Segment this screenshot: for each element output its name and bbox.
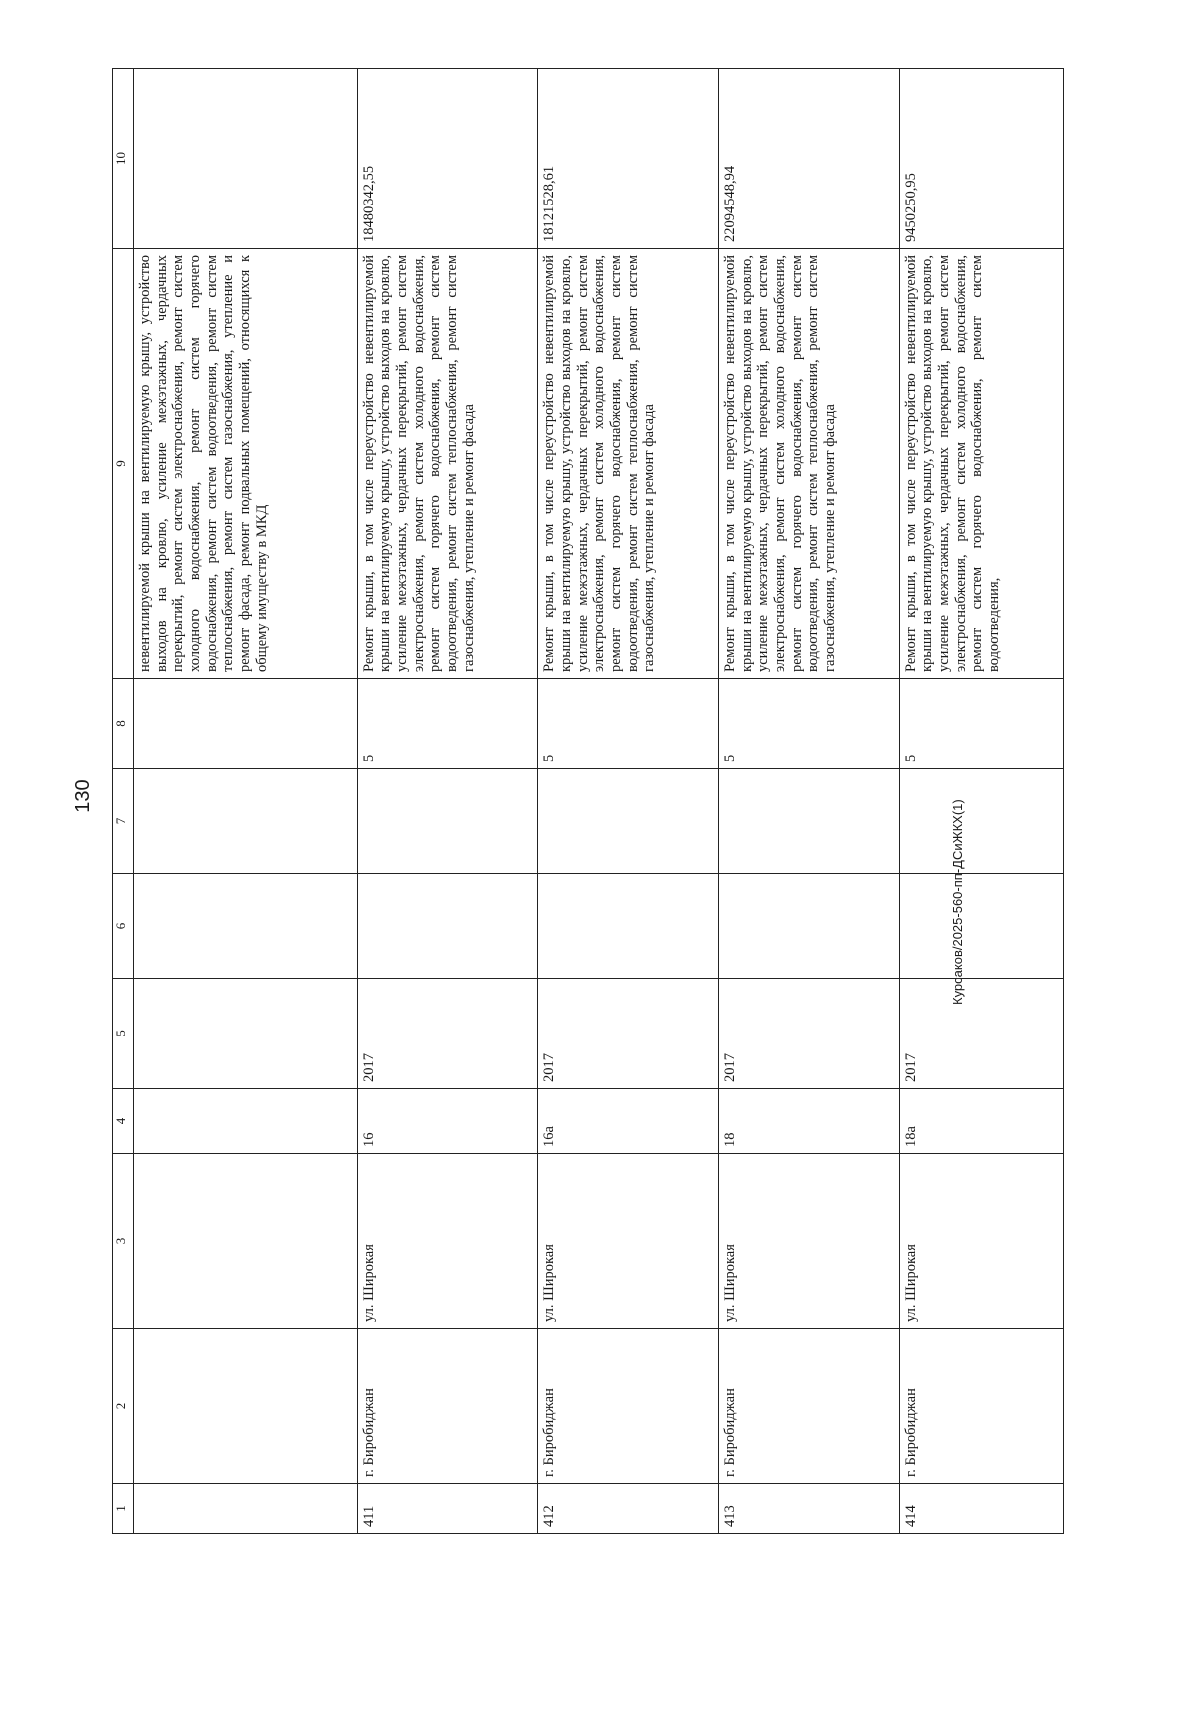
table-row <box>899 69 1063 1534</box>
row-number: 413 <box>719 1484 900 1534</box>
column-header: 7 <box>113 769 134 874</box>
cost-cell: 18121528,61 <box>538 69 719 249</box>
year-cell: 2017 <box>719 979 900 1089</box>
row-number: 412 <box>538 1484 719 1534</box>
work-description: Ремонт крыши, в том числе переустройство невентилируемой крыши на вентилируемую крышу, устройство выходов на кровлю, усиление межэтажных, чердачных перекрытий, ремонт систем электроснабжения, ремонт систем холодного водоснабжения, ремонт систем горячего водоснабжения, ремонт систем водоотведения, ремонт систем теплоснабжения, ремонт систем газоснабжения, утепление и ремонт фасада <box>357 249 538 679</box>
cost-cell: 22094548,94 <box>719 69 900 249</box>
column-header: 3 <box>113 1154 134 1329</box>
column-header: 5 <box>113 979 134 1089</box>
street-cell: ул. Широкая <box>538 1154 719 1329</box>
street-cell: ул. Широкая <box>899 1154 1063 1329</box>
header-row <box>113 69 134 1534</box>
year-cell: 2017 <box>899 979 1063 1089</box>
empty-cell <box>719 769 900 874</box>
house-cell: 18 <box>719 1089 900 1154</box>
street-cell: ул. Широкая <box>357 1154 538 1329</box>
value-cell: 5 <box>719 679 900 769</box>
empty-cell <box>538 769 719 874</box>
table-row-continuation <box>134 69 358 1534</box>
city-cell: г. Биробиджан <box>719 1329 900 1484</box>
house-cell: 18а <box>899 1089 1063 1154</box>
table-row <box>538 69 719 1534</box>
house-cell: 16 <box>357 1089 538 1154</box>
column-header: 2 <box>113 1329 134 1484</box>
empty-cell <box>899 874 1063 979</box>
work-description: Ремонт крыши, в том числе переустройство невентилируемой крыши на вентилируемую крышу, устройство выходов на кровлю, усиление межэтажных, чердачных перекрытий, ремонт систем электроснабжения, ремонт систем холодного водоснабжения, ремонт систем горячего водоснабжения, ремонт систем водоотведения, <box>899 249 1063 679</box>
year-cell: 2017 <box>538 979 719 1089</box>
table-row <box>357 69 538 1534</box>
empty-cell <box>538 874 719 979</box>
row-number: 414 <box>899 1484 1063 1534</box>
cost-cell: 18480342,55 <box>357 69 538 249</box>
work-description: Ремонт крыши, в том числе переустройство невентилируемой крыши на вентилируемую крышу, устройство выходов на кровлю, усиление межэтажных, чердачных перекрытий, ремонт систем электроснабжения, ремонт систем холодного водоснабжения, ремонт систем горячего водоснабжения, ремонт систем водоотведения, ремонт систем теплоснабжения, ремонт систем газоснабжения, утепление и ремонт фасада <box>538 249 719 679</box>
work-description: невентилируемой крыши на вентилируемую крышу, устройство выходов на кровлю, усиление межэтажных, чердачных перекрытий, ремонт систем электроснабжения, ремонт систем холодного водоснабжения, ремонт систем горячего водоснабжения, ремонт систем водоотведения, ремонт систем теплоснабжения, ремонт систем газоснабжения, утепление и ремонт фасада, ремонт подвальных помещений, относящихся к общему имуществу в МКД <box>134 249 358 679</box>
program-table-container <box>112 69 1064 1534</box>
value-cell: 5 <box>899 679 1063 769</box>
city-cell: г. Биробиджан <box>538 1329 719 1484</box>
column-header: 1 <box>113 1484 134 1534</box>
empty-cell <box>357 874 538 979</box>
empty-cell <box>899 769 1063 874</box>
city-cell: г. Биробиджан <box>357 1329 538 1484</box>
table-row <box>719 69 900 1534</box>
value-cell: 5 <box>357 679 538 769</box>
cost-cell: 9450250,95 <box>899 69 1063 249</box>
column-header: 9 <box>113 249 134 679</box>
document-code: Курсаков/2025-560-пп-ДСиЖКХ(1) <box>950 799 965 1005</box>
street-cell: ул. Широкая <box>719 1154 900 1329</box>
value-cell: 5 <box>538 679 719 769</box>
column-header: 4 <box>113 1089 134 1154</box>
house-cell: 16а <box>538 1089 719 1154</box>
empty-cell <box>719 874 900 979</box>
row-number: 411 <box>357 1484 538 1534</box>
page-number: 130 <box>72 779 94 813</box>
empty-cell <box>357 769 538 874</box>
program-table <box>112 68 1064 1534</box>
work-description: Ремонт крыши, в том числе переустройство невентилируемой крыши на вентилируемую крышу, устройство выходов на кровлю, усиление межэтажных, чердачных перекрытий, ремонт систем электроснабжения, ремонт систем холодного водоснабжения, ремонт систем горячего водоснабжения, ремонт систем водоотведения, ремонт систем теплоснабжения, ремонт систем газоснабжения, утепление и ремонт фасада <box>719 249 900 679</box>
column-header: 10 <box>113 69 134 249</box>
year-cell: 2017 <box>357 979 538 1089</box>
column-header: 6 <box>113 874 134 979</box>
city-cell: г. Биробиджан <box>899 1329 1063 1484</box>
column-header: 8 <box>113 679 134 769</box>
